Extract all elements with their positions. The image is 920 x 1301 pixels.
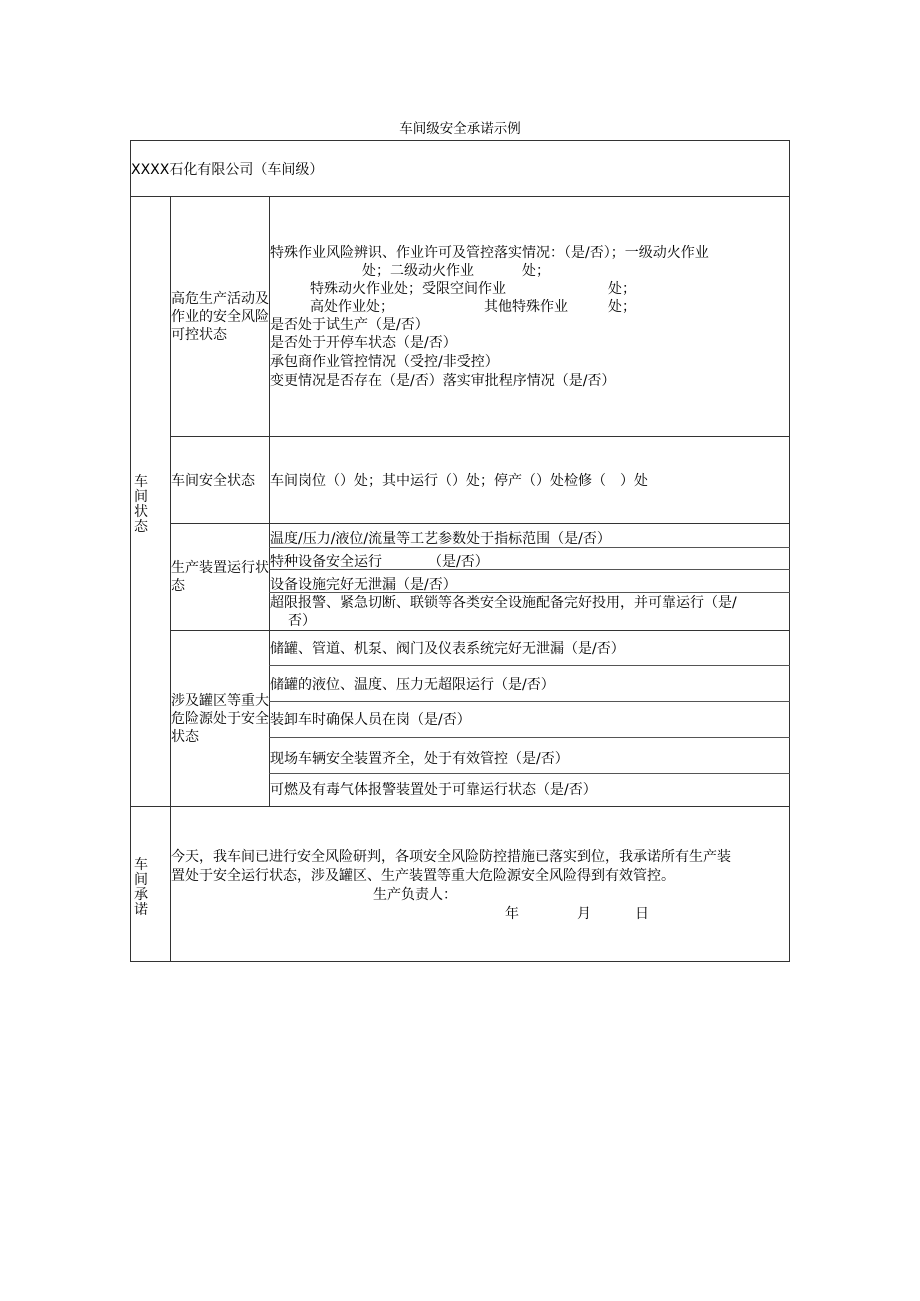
content-line: 是否处于开停车状态（是/否） <box>270 335 457 351</box>
content-line: 设备设施完好无泄漏（是/否） <box>270 577 457 593</box>
company-row-divider <box>130 196 790 197</box>
section-divider-3 <box>170 630 790 631</box>
commitment-label: 车间承诺 <box>134 857 148 918</box>
status-commit-divider <box>130 806 790 807</box>
content-line: 可燃及有毒气体报警装置处于可靠运行状态（是/否） <box>270 782 597 798</box>
content-line: 其他特殊作业 <box>484 299 568 315</box>
subrow-divider <box>269 773 790 774</box>
content-line: 处； <box>522 263 550 279</box>
content-line: 装卸车时确保人员在岗（是/否） <box>270 712 471 728</box>
commitment-text: 置处于安全运行状态，涉及罐区、生产装置等重大危险源安全风险得到有效管控。 <box>171 868 675 884</box>
category-workshop-safety: 车间安全状态 <box>171 473 255 489</box>
content-line: 特种设备安全运行 <box>270 554 382 570</box>
content-line: 处； <box>608 299 636 315</box>
content-line: （是/否） <box>428 554 489 570</box>
date-day: 日 <box>635 906 649 922</box>
document-title: 车间级安全承诺示例 <box>399 121 521 137</box>
table-border-right <box>789 140 790 962</box>
content-line: 变更情况是否存在（是/否）落实审批程序情况（是/否） <box>270 373 616 389</box>
section-divider-2 <box>170 523 790 524</box>
company-name: XXXX石化有限公司（车间级） <box>131 162 324 178</box>
subrow-divider <box>269 665 790 666</box>
content-line: 承包商作业管控情况（受控/非受控） <box>270 354 499 370</box>
content-line: 储罐的液位、温度、压力无超限运行（是/否） <box>270 677 555 693</box>
content-line: 是否处于试生产（是/否） <box>270 317 429 333</box>
workshop-status-label: 车间状态 <box>134 474 148 535</box>
subrow-divider <box>269 737 790 738</box>
content-line: 车间岗位（）处；其中运行（）处；停产（）处检修（ ）处 <box>270 473 648 489</box>
content-line: 特殊作业风险辨识、作业许可及管控落实情况：（是/否）；一级动火作业 <box>270 245 709 261</box>
content-line: 特殊动火作业处；受限空间作业 <box>310 281 506 297</box>
content-line: 处；二级动火作业 <box>362 263 474 279</box>
content-line: 否） <box>288 613 316 629</box>
content-line: 储罐、管道、机泵、阀门及仪表系统完好无泄漏（是/否） <box>270 641 625 657</box>
content-line: 处； <box>608 281 636 297</box>
content-line: 超限报警、紧急切断、联锁等各类安全设施配备完好投用，并可靠运行（是/ <box>270 595 737 611</box>
subrow-divider <box>269 701 790 702</box>
content-line: 现场车辆安全装置齐全，处于有效管控（是/否） <box>270 751 569 767</box>
category-high-risk: 高危生产活动及作业的安全风险可控状态 <box>171 291 269 343</box>
table-border-left <box>130 140 131 962</box>
category-production-unit: 生产装置运行状态 <box>171 560 269 594</box>
content-line: 温度/压力/液位/流量等工艺参数处于指标范围（是/否） <box>270 531 611 547</box>
commitment-text: 今天，我车间已进行安全风险研判，各项安全风险防控措施已落实到位，我承诺所有生产装 <box>171 849 731 865</box>
section-divider-1 <box>170 436 790 437</box>
content-line: 高处作业处； <box>310 299 394 315</box>
date-month: 月 <box>577 906 591 922</box>
category-major-hazard: 涉及罐区等重大危险源处于安全状态 <box>171 693 269 745</box>
signer-label: 生产负责人： <box>373 887 457 903</box>
date-year: 年 <box>505 906 519 922</box>
table-border-bottom <box>130 961 790 962</box>
table-border-top <box>130 140 790 141</box>
